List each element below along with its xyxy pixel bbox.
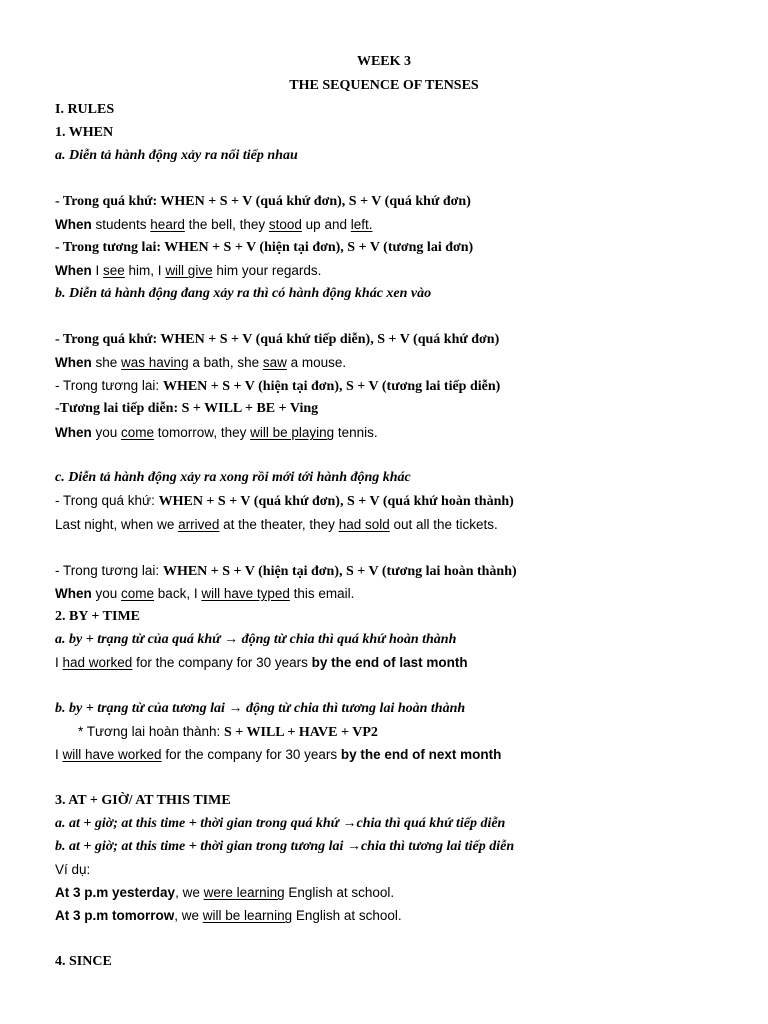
example-text: out all the tickets. [389, 517, 498, 532]
example-verb: had worked [62, 655, 133, 670]
example-text: him your regards. [212, 263, 322, 278]
when-a-future-rule: - Trong tương lai: WHEN + S + V (hiện tại đơn), S + V (tương lai đơn) [55, 240, 474, 255]
rules-heading: I. RULES [55, 102, 115, 117]
when-b-future-example [55, 424, 378, 442]
example-text: I [91, 263, 104, 278]
when-b-title: b. Diễn tả hành động đang xảy ra thì có hành động khác xen vào [55, 286, 432, 301]
example-label: Ví dụ: [55, 862, 91, 877]
by-time-heading: 2. BY + TIME [55, 609, 140, 624]
title-text: chia thì quá khứ tiếp diễn [356, 816, 506, 831]
when-a-past-example [55, 216, 372, 234]
example-text: , we [175, 885, 204, 900]
when-b-future-rule [55, 377, 500, 396]
example-verb: left. [350, 217, 373, 232]
when-a-title: a. Diễn tả hành động xảy ra nối tiếp nhau [55, 148, 298, 163]
example-text: up and [301, 217, 351, 232]
when-a-future-example [55, 262, 321, 280]
example-verb: saw [262, 355, 287, 370]
when-c-past-example [55, 516, 498, 534]
when-b-future-note: -Tương lai tiếp diễn: S + WILL + BE + Ving [55, 401, 319, 416]
example-text: you [91, 425, 122, 440]
example-text: , we [174, 908, 203, 923]
by-time-b-example [55, 746, 501, 764]
when-c-future-example [55, 585, 354, 603]
example-verb: will have typed [201, 586, 290, 601]
when-heading: 1. WHEN [55, 125, 114, 140]
title-text: b. by + trạng từ của tương lai [55, 701, 229, 716]
rule-prefix: - Trong quá khứ: [55, 493, 159, 508]
example-verb: was having [121, 355, 189, 370]
example-verb: heard [150, 217, 185, 232]
example-text: English at school. [284, 885, 395, 900]
example-text: Last night, when we [55, 517, 179, 532]
example-verb: stood [268, 217, 302, 232]
example-text: students [91, 217, 151, 232]
rule-formula: WHEN + S + V (hiện tại đơn), S + V (tương lai hoàn thành) [162, 564, 517, 579]
note-prefix: * Tương lai hoàn thành: [78, 724, 224, 739]
at-time-example-2 [55, 907, 402, 925]
example-keyword: by the end of last month [311, 655, 468, 670]
example-keyword: At 3 p.m tomorrow [55, 908, 175, 923]
example-verb: were learning [203, 885, 285, 900]
example-verb: will give [165, 263, 213, 278]
example-text: I [55, 655, 63, 670]
example-keyword: When [55, 586, 92, 601]
when-a-past-rule: - Trong quá khứ: WHEN + S + V (quá khứ đơn), S + V (quá khứ đơn) [55, 194, 471, 209]
title-text: động từ chia thì quá khứ hoàn thành [238, 632, 457, 647]
at-time-b-title [55, 838, 514, 856]
since-heading: 4. SINCE [55, 954, 112, 969]
example-keyword: When [55, 355, 92, 370]
example-text: I [55, 747, 63, 762]
by-time-a-title [55, 631, 456, 649]
rule-prefix: - Trong tương lai: [55, 563, 163, 578]
arrow-right-icon: → [342, 816, 357, 831]
example-text: him, I [124, 263, 166, 278]
example-verb: come [121, 586, 155, 601]
example-verb: will be learning [202, 908, 293, 923]
at-time-a-title [55, 815, 505, 833]
by-time-b-note [78, 723, 378, 742]
rule-formula: WHEN + S + V (hiện tại đơn), S + V (tương lai tiếp diễn) [162, 379, 501, 394]
example-verb: had sold [338, 517, 390, 532]
example-keyword: When [55, 425, 92, 440]
example-verb: will be playing [250, 425, 335, 440]
arrow-right-icon: → [346, 839, 361, 854]
rule-prefix: - Trong tương lai: [55, 378, 163, 393]
example-text: tomorrow, they [154, 425, 251, 440]
example-text: the bell, they [184, 217, 269, 232]
title-text: động từ chia thì tương lai hoàn thành [242, 701, 466, 716]
when-b-past-rule: - Trong quá khứ: WHEN + S + V (quá khứ tiếp diễn), S + V (quá khứ đơn) [55, 332, 500, 347]
title-text: chia thì tương lai tiếp diễn [360, 839, 515, 854]
at-time-example-1 [55, 884, 394, 902]
when-c-past-rule [55, 492, 514, 511]
example-keyword: At 3 p.m yesterday [55, 885, 176, 900]
note-formula: S + WILL + HAVE + VP2 [224, 725, 378, 740]
rule-formula: WHEN + S + V (quá khứ đơn), S + V (quá khứ hoàn thành) [158, 494, 514, 509]
week-heading: WEEK 3 [356, 54, 412, 69]
when-c-future-rule [55, 562, 517, 581]
example-verb: come [121, 425, 155, 440]
example-text: you [91, 586, 122, 601]
example-keyword: by the end of next month [340, 747, 502, 762]
arrow-right-icon: → [224, 632, 239, 647]
example-text: English at school. [292, 908, 402, 923]
arrow-right-icon: → [228, 701, 243, 716]
by-time-a-example [55, 654, 468, 672]
example-keyword: When [55, 263, 92, 278]
title-text: a. at + giờ; at this time + thời gian trong quá khứ [55, 816, 343, 831]
page-title: THE SEQUENCE OF TENSES [289, 78, 479, 93]
example-text: tennis. [334, 425, 378, 440]
example-verb: will have worked [62, 747, 162, 762]
example-keyword: When [55, 217, 92, 232]
example-text: this email. [289, 586, 355, 601]
example-text: for the company for 30 years [132, 655, 312, 670]
example-text: she [91, 355, 122, 370]
title-text: b. at + giờ; at this time + thời gian trong tương lai [55, 839, 347, 854]
example-verb: see [103, 263, 125, 278]
title-text: a. by + trạng từ của quá khứ [55, 632, 225, 647]
when-b-past-example [55, 354, 346, 372]
example-text: a bath, she [188, 355, 263, 370]
example-verb: arrived [178, 517, 220, 532]
example-text: for the company for 30 years [161, 747, 341, 762]
by-time-b-title [55, 700, 465, 718]
example-text: a mouse. [286, 355, 347, 370]
when-c-title: c. Diễn tả hành động xảy ra xong rồi mới tới hành động khác [55, 470, 411, 485]
at-time-heading: 3. AT + GIỜ/ AT THIS TIME [55, 793, 231, 808]
example-text: at the theater, they [219, 517, 339, 532]
example-text: back, I [154, 586, 202, 601]
